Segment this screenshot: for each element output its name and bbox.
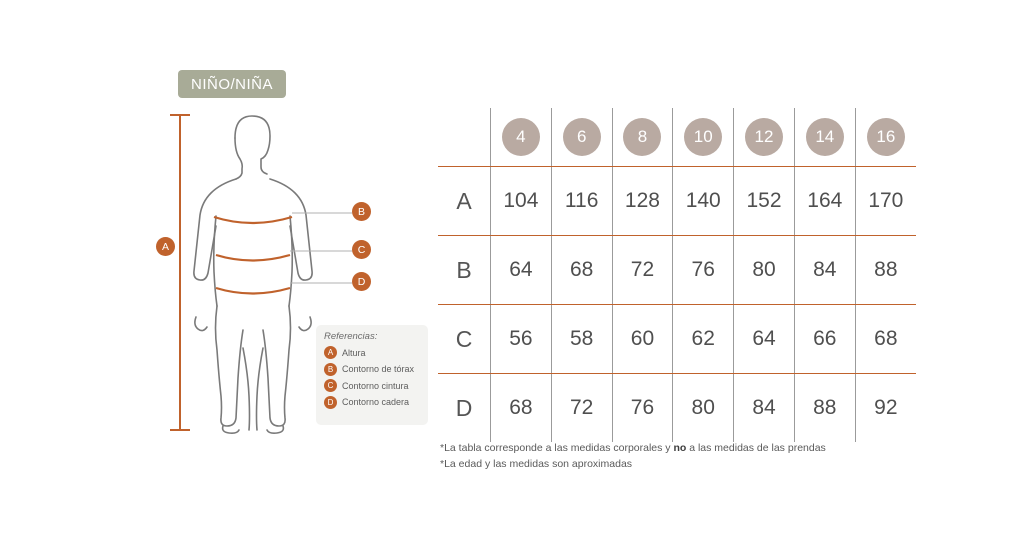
size-table-container — [438, 108, 916, 442]
footnote-1-pre: *La tabla corresponde a las medidas corporales y — [440, 442, 674, 454]
callout-b-label: B — [357, 205, 365, 218]
legend-item-d — [324, 396, 420, 409]
cell-a-16: 170 — [855, 167, 916, 236]
cell-c-12: 64 — [734, 305, 795, 374]
title-badge-label: NIÑO/NIÑA — [190, 75, 273, 93]
legend-item-a — [324, 346, 420, 359]
table-row — [438, 374, 916, 443]
cell-d-6: 72 — [551, 374, 612, 443]
cell-a-6: 116 — [551, 167, 612, 236]
cell-d-10: 80 — [673, 374, 734, 443]
legend-item-c — [324, 379, 420, 392]
size-badge-6: 16 — [867, 118, 905, 156]
cell-c-10: 62 — [673, 305, 734, 374]
table-row — [438, 167, 916, 236]
cell-a-12: 152 — [734, 167, 795, 236]
footnotes — [440, 440, 940, 473]
cell-c-14: 66 — [794, 305, 855, 374]
size-table-body — [438, 167, 916, 443]
size-header-5 — [794, 108, 855, 167]
height-measure-line — [170, 115, 190, 430]
size-badge-2: 8 — [623, 118, 661, 156]
size-table-corner — [438, 108, 491, 167]
size-table — [438, 108, 916, 442]
cell-b-6: 68 — [551, 236, 612, 305]
table-row — [438, 236, 916, 305]
cell-b-12: 80 — [734, 236, 795, 305]
callout-c-label: C — [357, 243, 366, 256]
cell-d-8: 76 — [612, 374, 673, 443]
waist-band — [216, 255, 290, 261]
size-header-2 — [612, 108, 673, 167]
callout-d-label: D — [357, 275, 366, 288]
callout-d — [352, 272, 371, 291]
cell-b-4: 64 — [491, 236, 552, 305]
row-label-b: B — [438, 236, 491, 305]
cell-d-16: 92 — [855, 374, 916, 443]
cell-a-14: 164 — [794, 167, 855, 236]
cell-c-8: 60 — [612, 305, 673, 374]
size-table-head — [438, 108, 916, 167]
legend-badge-d: D — [324, 396, 337, 409]
chest-band — [214, 217, 292, 223]
legend-badge-b: B — [324, 363, 337, 376]
cell-d-4: 68 — [491, 374, 552, 443]
size-badge-3: 10 — [684, 118, 722, 156]
footnote-1-bold: no — [673, 442, 687, 454]
footnote-1 — [440, 440, 940, 456]
table-row — [438, 305, 916, 374]
legend-badge-c: C — [324, 379, 337, 392]
illustration-panel — [0, 0, 430, 534]
size-header-6 — [855, 108, 916, 167]
cell-b-10: 76 — [673, 236, 734, 305]
legend-label-a: Altura — [342, 347, 366, 358]
size-header-3 — [673, 108, 734, 167]
row-label-a: A — [438, 167, 491, 236]
cell-a-8: 128 — [612, 167, 673, 236]
size-header-0 — [491, 108, 552, 167]
cell-d-14: 88 — [794, 374, 855, 443]
leader-lines — [290, 213, 352, 283]
cell-b-14: 84 — [794, 236, 855, 305]
footnote-1-post: a las medidas de las prendas — [686, 442, 826, 454]
legend-badge-a: A — [324, 346, 337, 359]
size-header-1 — [551, 108, 612, 167]
cell-c-4: 56 — [491, 305, 552, 374]
cell-b-16: 88 — [855, 236, 916, 305]
callout-a-label: A — [161, 240, 169, 253]
callout-b — [352, 202, 371, 221]
row-label-c: C — [438, 305, 491, 374]
cell-b-8: 72 — [612, 236, 673, 305]
measurement-bands — [214, 217, 292, 294]
legend-item-b — [324, 363, 420, 376]
size-badge-1: 6 — [563, 118, 601, 156]
callout-a — [156, 237, 175, 256]
legend-label-c: Contorno cintura — [342, 380, 409, 391]
size-badge-0: 4 — [502, 118, 540, 156]
references-legend — [316, 325, 428, 425]
footnote-2: *La edad y las medidas son aproximadas — [440, 458, 633, 471]
cell-c-6: 58 — [551, 305, 612, 374]
size-badge-5: 14 — [806, 118, 844, 156]
legend-label-b: Contorno de tórax — [342, 364, 415, 374]
callout-c — [352, 240, 371, 259]
size-header-4 — [734, 108, 795, 167]
legend-title: Referencias: — [324, 331, 378, 342]
cell-a-10: 140 — [673, 167, 734, 236]
legend-label-d: Contorno cadera — [342, 397, 410, 407]
hip-band — [216, 288, 290, 294]
size-table-header-row — [438, 108, 916, 167]
body-outline — [194, 116, 312, 433]
cell-d-12: 84 — [734, 374, 795, 443]
cell-c-16: 68 — [855, 305, 916, 374]
size-badge-4: 12 — [745, 118, 783, 156]
title-badge — [178, 70, 286, 98]
row-label-d: D — [438, 374, 491, 443]
cell-a-4: 104 — [491, 167, 552, 236]
